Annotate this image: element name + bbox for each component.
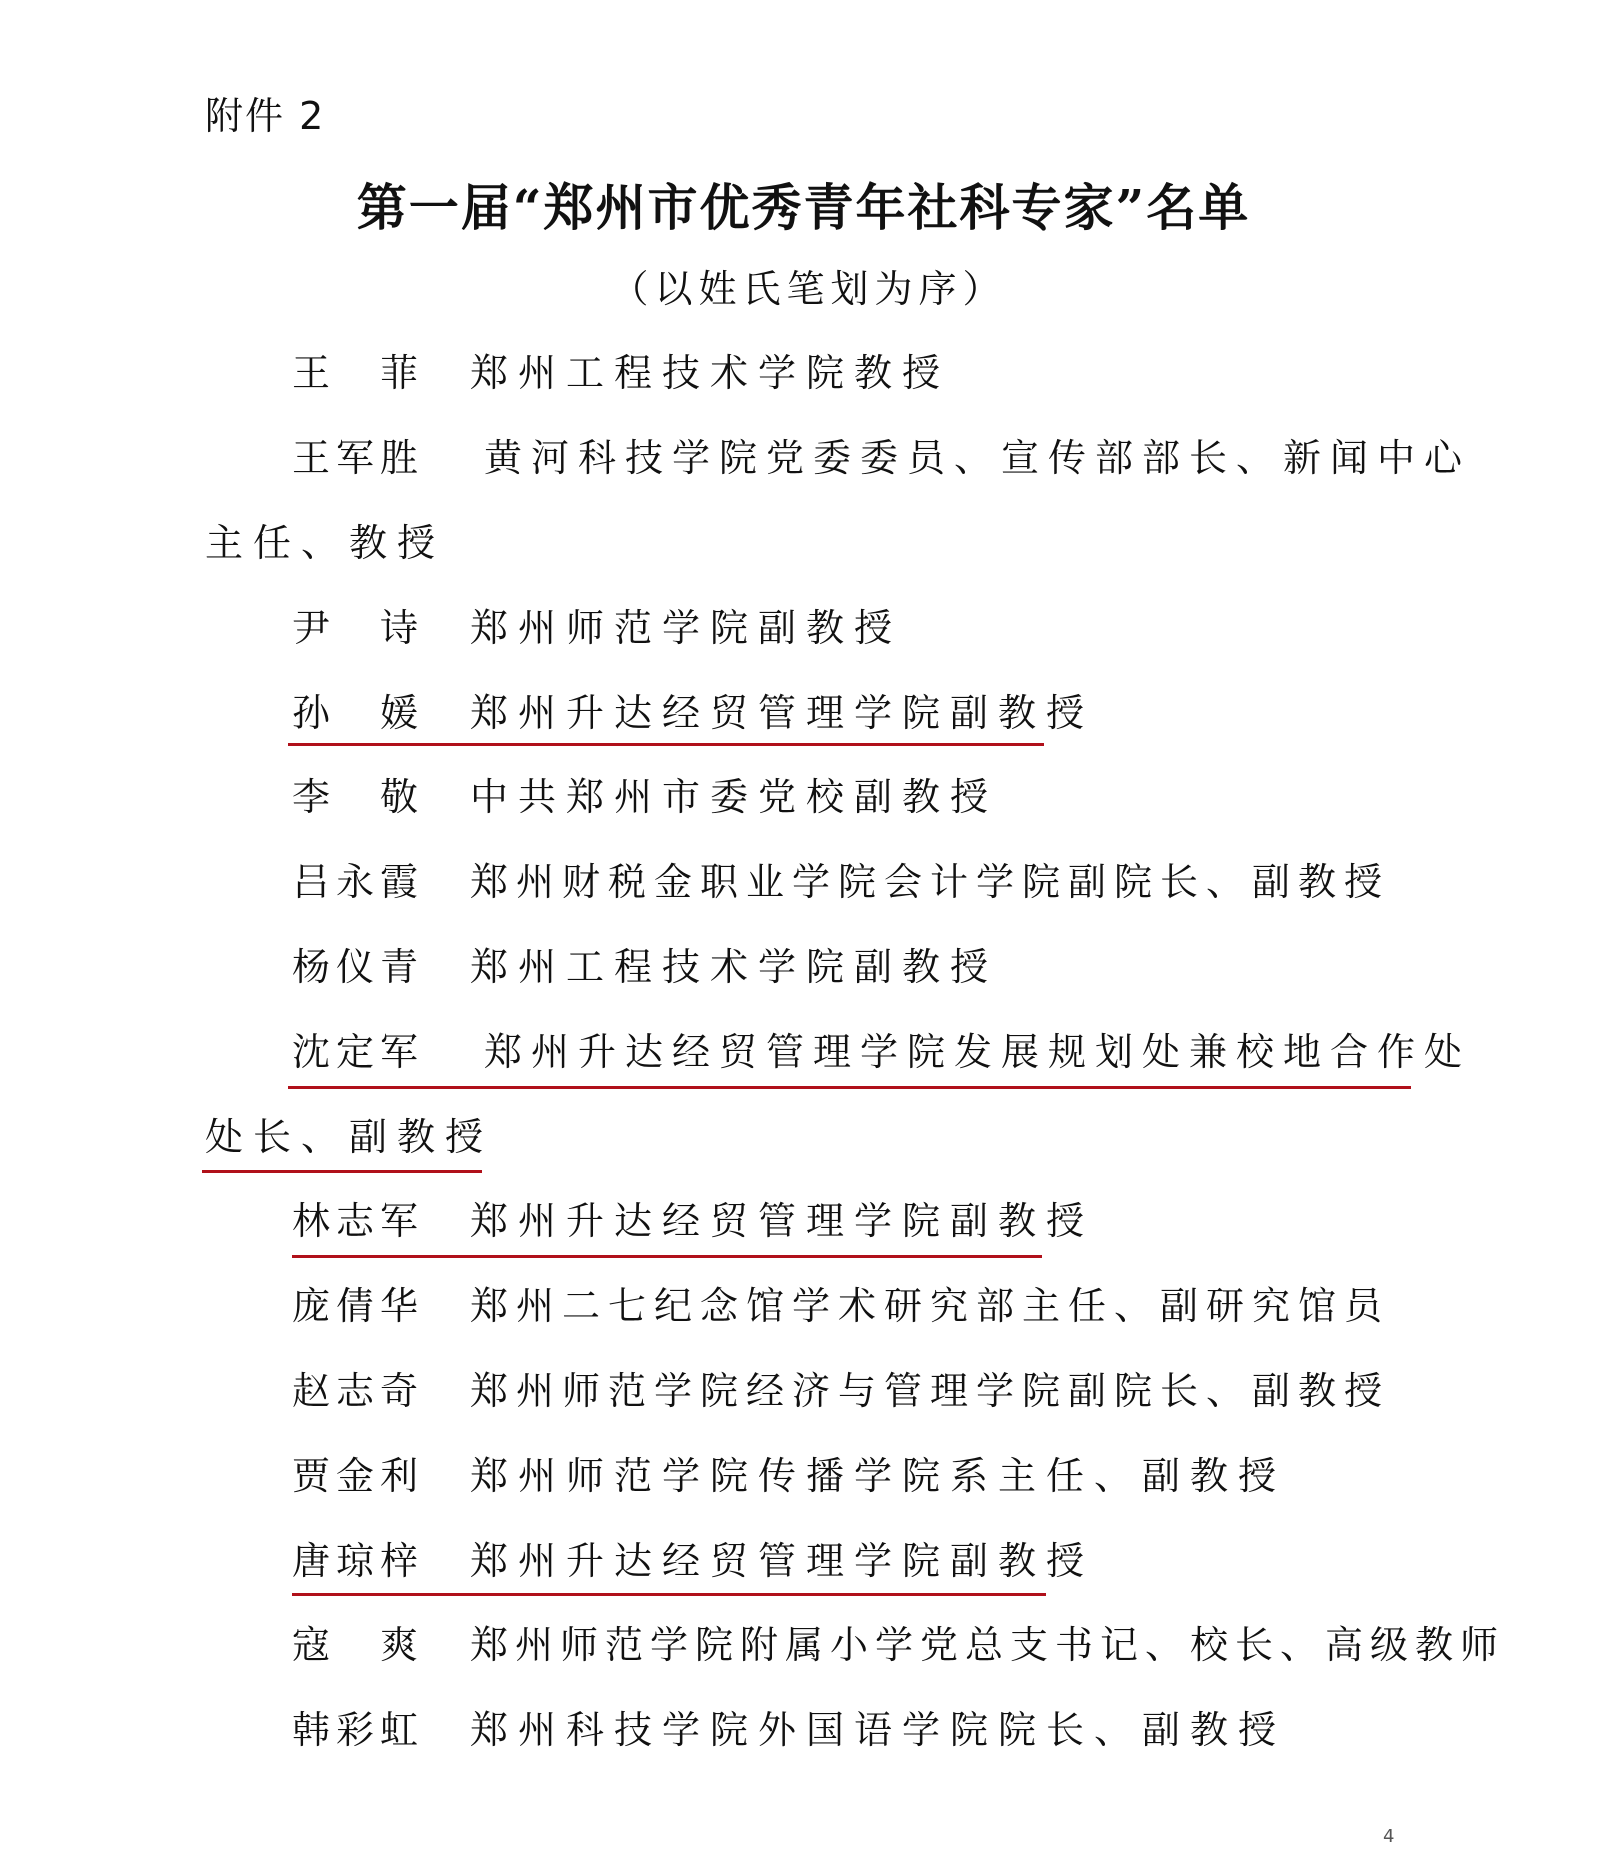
list-item [292, 857, 1390, 907]
document-subtitle: （以姓氏笔划为序） [610, 267, 1007, 311]
entry-desc: 郑州师范学院传播学院系主任、副教授 [470, 1454, 1287, 1498]
list-item [292, 1705, 1286, 1755]
list-item [292, 433, 1471, 483]
entry-desc: 郑州二七纪念馆学术研究部主任、副研究馆员 [470, 1284, 1391, 1328]
entry-name: 沈定军 [292, 1030, 425, 1074]
entry-name: 唐琼梓 [292, 1539, 425, 1583]
entry-name: 庞倩华 [292, 1284, 425, 1328]
red-underline [202, 1170, 482, 1173]
list-item [292, 688, 1094, 738]
list-item-continuation [205, 518, 445, 568]
entry-desc: 郑州财税金职业学院会计学院副院长、副教授 [470, 860, 1391, 904]
list-item [292, 1536, 1094, 1586]
entry-desc: 郑州工程技术学院教授 [470, 351, 951, 395]
list-item [292, 942, 998, 992]
entry-name: 王 菲 [292, 351, 425, 395]
entry-name: 韩彩虹 [292, 1708, 425, 1752]
list-item [292, 603, 902, 653]
red-underline [288, 1086, 1411, 1089]
entry-desc: 黄河科技学院党委委员、宣传部部长、新闻中心 [484, 436, 1472, 480]
list-item [292, 1451, 1286, 1501]
list-item-continuation [205, 1112, 493, 1162]
entry-desc: 郑州升达经贸管理学院副教授 [470, 691, 1095, 735]
red-underline [292, 1255, 1042, 1258]
entry-name: 吕永霞 [292, 860, 425, 904]
attachment-label: 附件 2 [205, 94, 326, 138]
entry-desc: 郑州升达经贸管理学院副教授 [470, 1539, 1095, 1583]
document-title: 第一届“郑州市优秀青年社科专家”名单 [356, 178, 1251, 237]
list-item [292, 1366, 1390, 1416]
red-underline [292, 1593, 1046, 1596]
entry-name: 贾金利 [292, 1454, 425, 1498]
entry-name: 孙 媛 [292, 691, 425, 735]
entry-desc-cont: 处长、副教授 [205, 1115, 494, 1159]
page-number: 4 [1383, 1826, 1395, 1847]
entry-desc-cont: 主任、教授 [205, 521, 446, 565]
entry-desc: 郑州工程技术学院副教授 [470, 945, 999, 989]
entry-desc: 郑州升达经贸管理学院副教授 [470, 1199, 1095, 1243]
list-item [292, 772, 998, 822]
list-item [292, 1027, 1471, 1077]
entry-desc: 中共郑州市委党校副教授 [470, 775, 999, 819]
entry-desc: 郑州师范学院副教授 [470, 606, 903, 650]
entry-name: 林志军 [292, 1199, 425, 1243]
list-item [292, 1196, 1094, 1246]
entry-desc: 郑州师范学院经济与管理学院副院长、副教授 [470, 1369, 1391, 1413]
entry-name: 寇 爽 [292, 1623, 425, 1667]
entry-desc: 郑州科技学院外国语学院院长、副教授 [470, 1708, 1287, 1752]
entry-desc: 郑州师范学院附属小学党总支书记、校长、高级教师 [470, 1623, 1506, 1667]
entry-desc: 郑州升达经贸管理学院发展规划处兼校地合作处 [484, 1030, 1472, 1074]
list-item [292, 1281, 1390, 1331]
entry-name: 李 敬 [292, 775, 425, 819]
list-item [292, 1620, 1505, 1670]
entry-name: 王军胜 [292, 436, 425, 480]
red-underline [288, 743, 1044, 746]
entry-name: 杨仪青 [292, 945, 425, 989]
list-item [292, 348, 950, 398]
entry-name: 赵志奇 [292, 1369, 425, 1413]
entry-name: 尹 诗 [292, 606, 425, 650]
